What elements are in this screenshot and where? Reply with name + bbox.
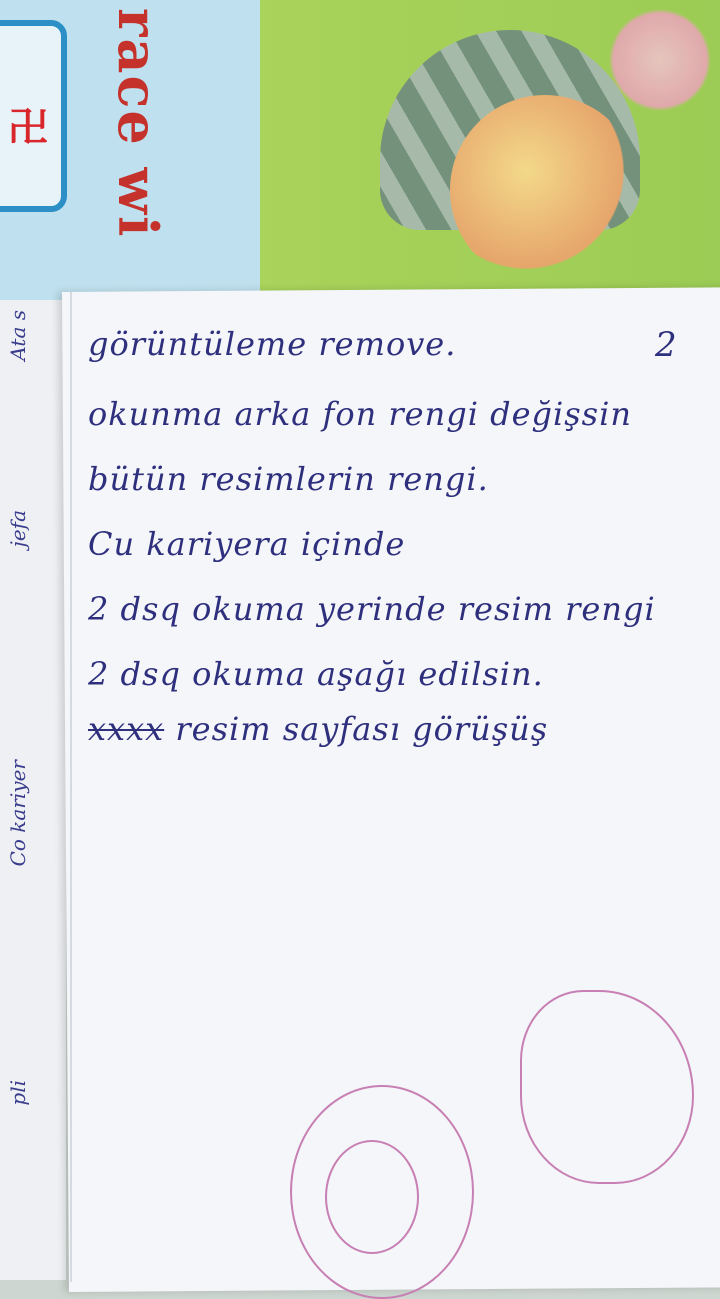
struck-word: xxxx bbox=[88, 710, 165, 748]
back-page-text: Ata s bbox=[6, 310, 30, 361]
back-page-text: jefa bbox=[6, 510, 30, 548]
book-cover bbox=[0, 0, 720, 310]
back-page-text: Co kariyer bbox=[6, 760, 30, 867]
note-line-text: resim sayfası görüşüş bbox=[175, 710, 549, 748]
note-line: bütün resimlerin rengi. bbox=[88, 460, 489, 498]
note-line: görüntüleme remove. bbox=[88, 325, 457, 363]
back-page-text: pli bbox=[6, 1080, 30, 1106]
note-line bbox=[88, 710, 548, 748]
badge-symbol: 卍 bbox=[8, 105, 48, 151]
note-line: okunma arka fon rengi değişsin bbox=[88, 395, 632, 433]
page-corner-mark: 2 bbox=[655, 325, 677, 365]
paper-crease bbox=[70, 292, 72, 1282]
creature-illustration bbox=[450, 95, 640, 285]
note-line: Cu kariyera içinde bbox=[88, 525, 406, 563]
note-line: 2 dsq okuma yerinde resim rengi bbox=[88, 590, 656, 628]
book-title-fragment: race wi bbox=[106, 8, 170, 239]
fairy-illustration bbox=[600, 0, 720, 120]
back-page bbox=[0, 300, 66, 1280]
pink-doodle-spiral-inner bbox=[325, 1140, 419, 1254]
note-line: 2 dsq okuma aşağı edilsin. bbox=[88, 655, 544, 693]
book-badge bbox=[0, 20, 67, 212]
